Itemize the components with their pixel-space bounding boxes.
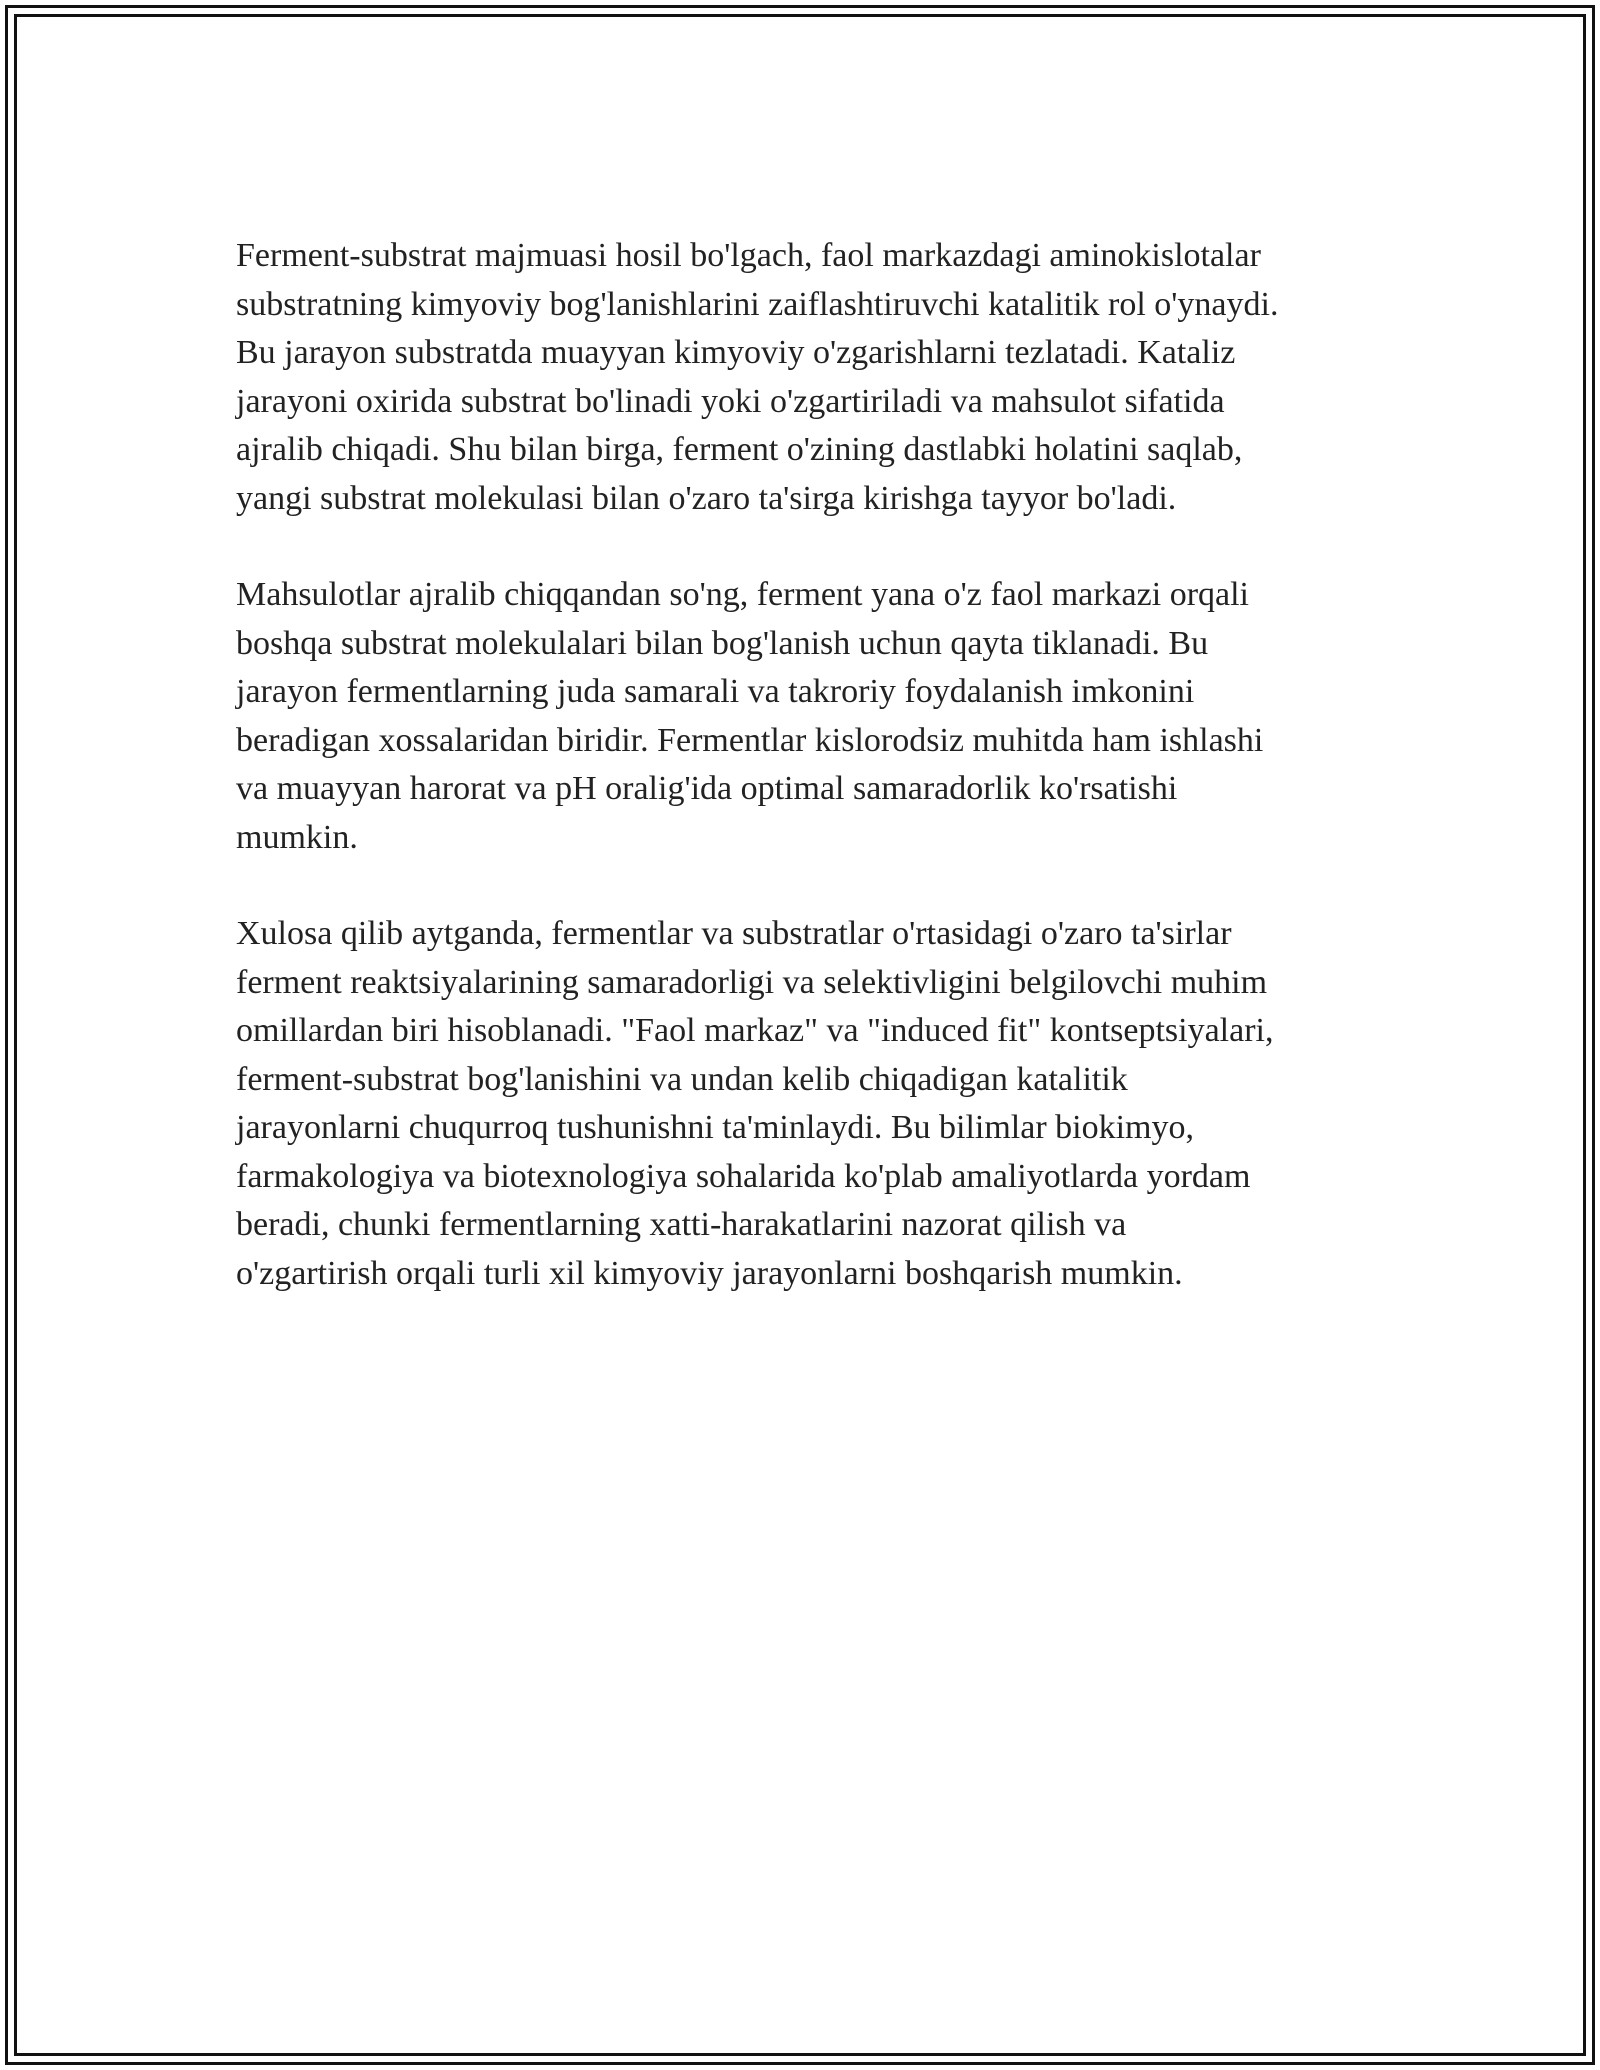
text-line: Xulosa qilib aytganda, fermentlar va substratlar o'rtasidagi o'zaro ta'sirlar	[236, 915, 1232, 952]
text-line: Bu jarayon substratda muayyan kimyoviy o'zgarishlarni tezlatadi. Kataliz	[236, 334, 1236, 371]
text-line: jarayon fermentlarning juda samarali va takroriy foydalanish imkonini	[236, 673, 1195, 710]
text-line: ajralib chiqadi. Shu bilan birga, ferment o'zining dastlabki holatini saqlab,	[236, 431, 1243, 468]
text-line: ferment reaktsiyalarining samaradorligi va selektivligini belgilovchi muhim	[236, 963, 1268, 1001]
paragraph-1	[236, 232, 1416, 523]
text-line: jarayoni oxirida substrat bo'linadi yoki o'zgartiriladi va mahsulot sifatida	[236, 382, 1225, 420]
text-line: farmakologiya va biotexnologiya sohalarida ko'plab amaliyotlarda yordam	[236, 1157, 1251, 1195]
text-line: substratning kimyoviy bog'lanishlarini zaiflashtiruvchi katalitik rol o'ynaydi.	[236, 285, 1279, 323]
text-line: beradi, chunki fermentlarning xatti-harakatlarini nazorat qilish va	[236, 1206, 1127, 1243]
text-line: Ferment-substrat majmuasi hosil bo'lgach, faol markazdagi aminokislotalar	[236, 237, 1261, 274]
document-body	[236, 232, 1416, 1346]
text-line: jarayonlarni chuqurroq tushunishni ta'minlaydi. Bu bilimlar biokimyo,	[236, 1109, 1194, 1146]
text-line: o'zgartirish orqali turli xil kimyoviy jarayonlarni boshqarish mumkin.	[236, 1254, 1183, 1292]
text-line: Mahsulotlar ajralib chiqqandan so'ng, ferment yana o'z faol markazi orqali	[236, 576, 1249, 613]
paragraph-2	[236, 571, 1416, 862]
text-line: boshqa substrat molekulalari bilan bog'lanish uchun qayta tiklanadi. Bu	[236, 624, 1209, 662]
text-line: ferment-substrat bog'lanishini va undan kelib chiqadigan katalitik	[236, 1060, 1128, 1098]
text-line: yangi substrat molekulasi bilan o'zaro ta'sirga kirishga tayyor bo'ladi.	[236, 479, 1177, 517]
text-line: omillardan biri hisoblanadi. "Faol markaz" va "induced fit" kontseptsiyalari,	[236, 1012, 1274, 1049]
text-line: va muayyan harorat va pH oralig'ida optimal samaradorlik ko'rsatishi	[236, 770, 1178, 807]
paragraph-3	[236, 910, 1416, 1298]
text-line: mumkin.	[236, 818, 358, 856]
text-line: beradigan xossalaridan biridir. Fermentlar kislorodsiz muhitda ham ishlashi	[236, 721, 1264, 759]
